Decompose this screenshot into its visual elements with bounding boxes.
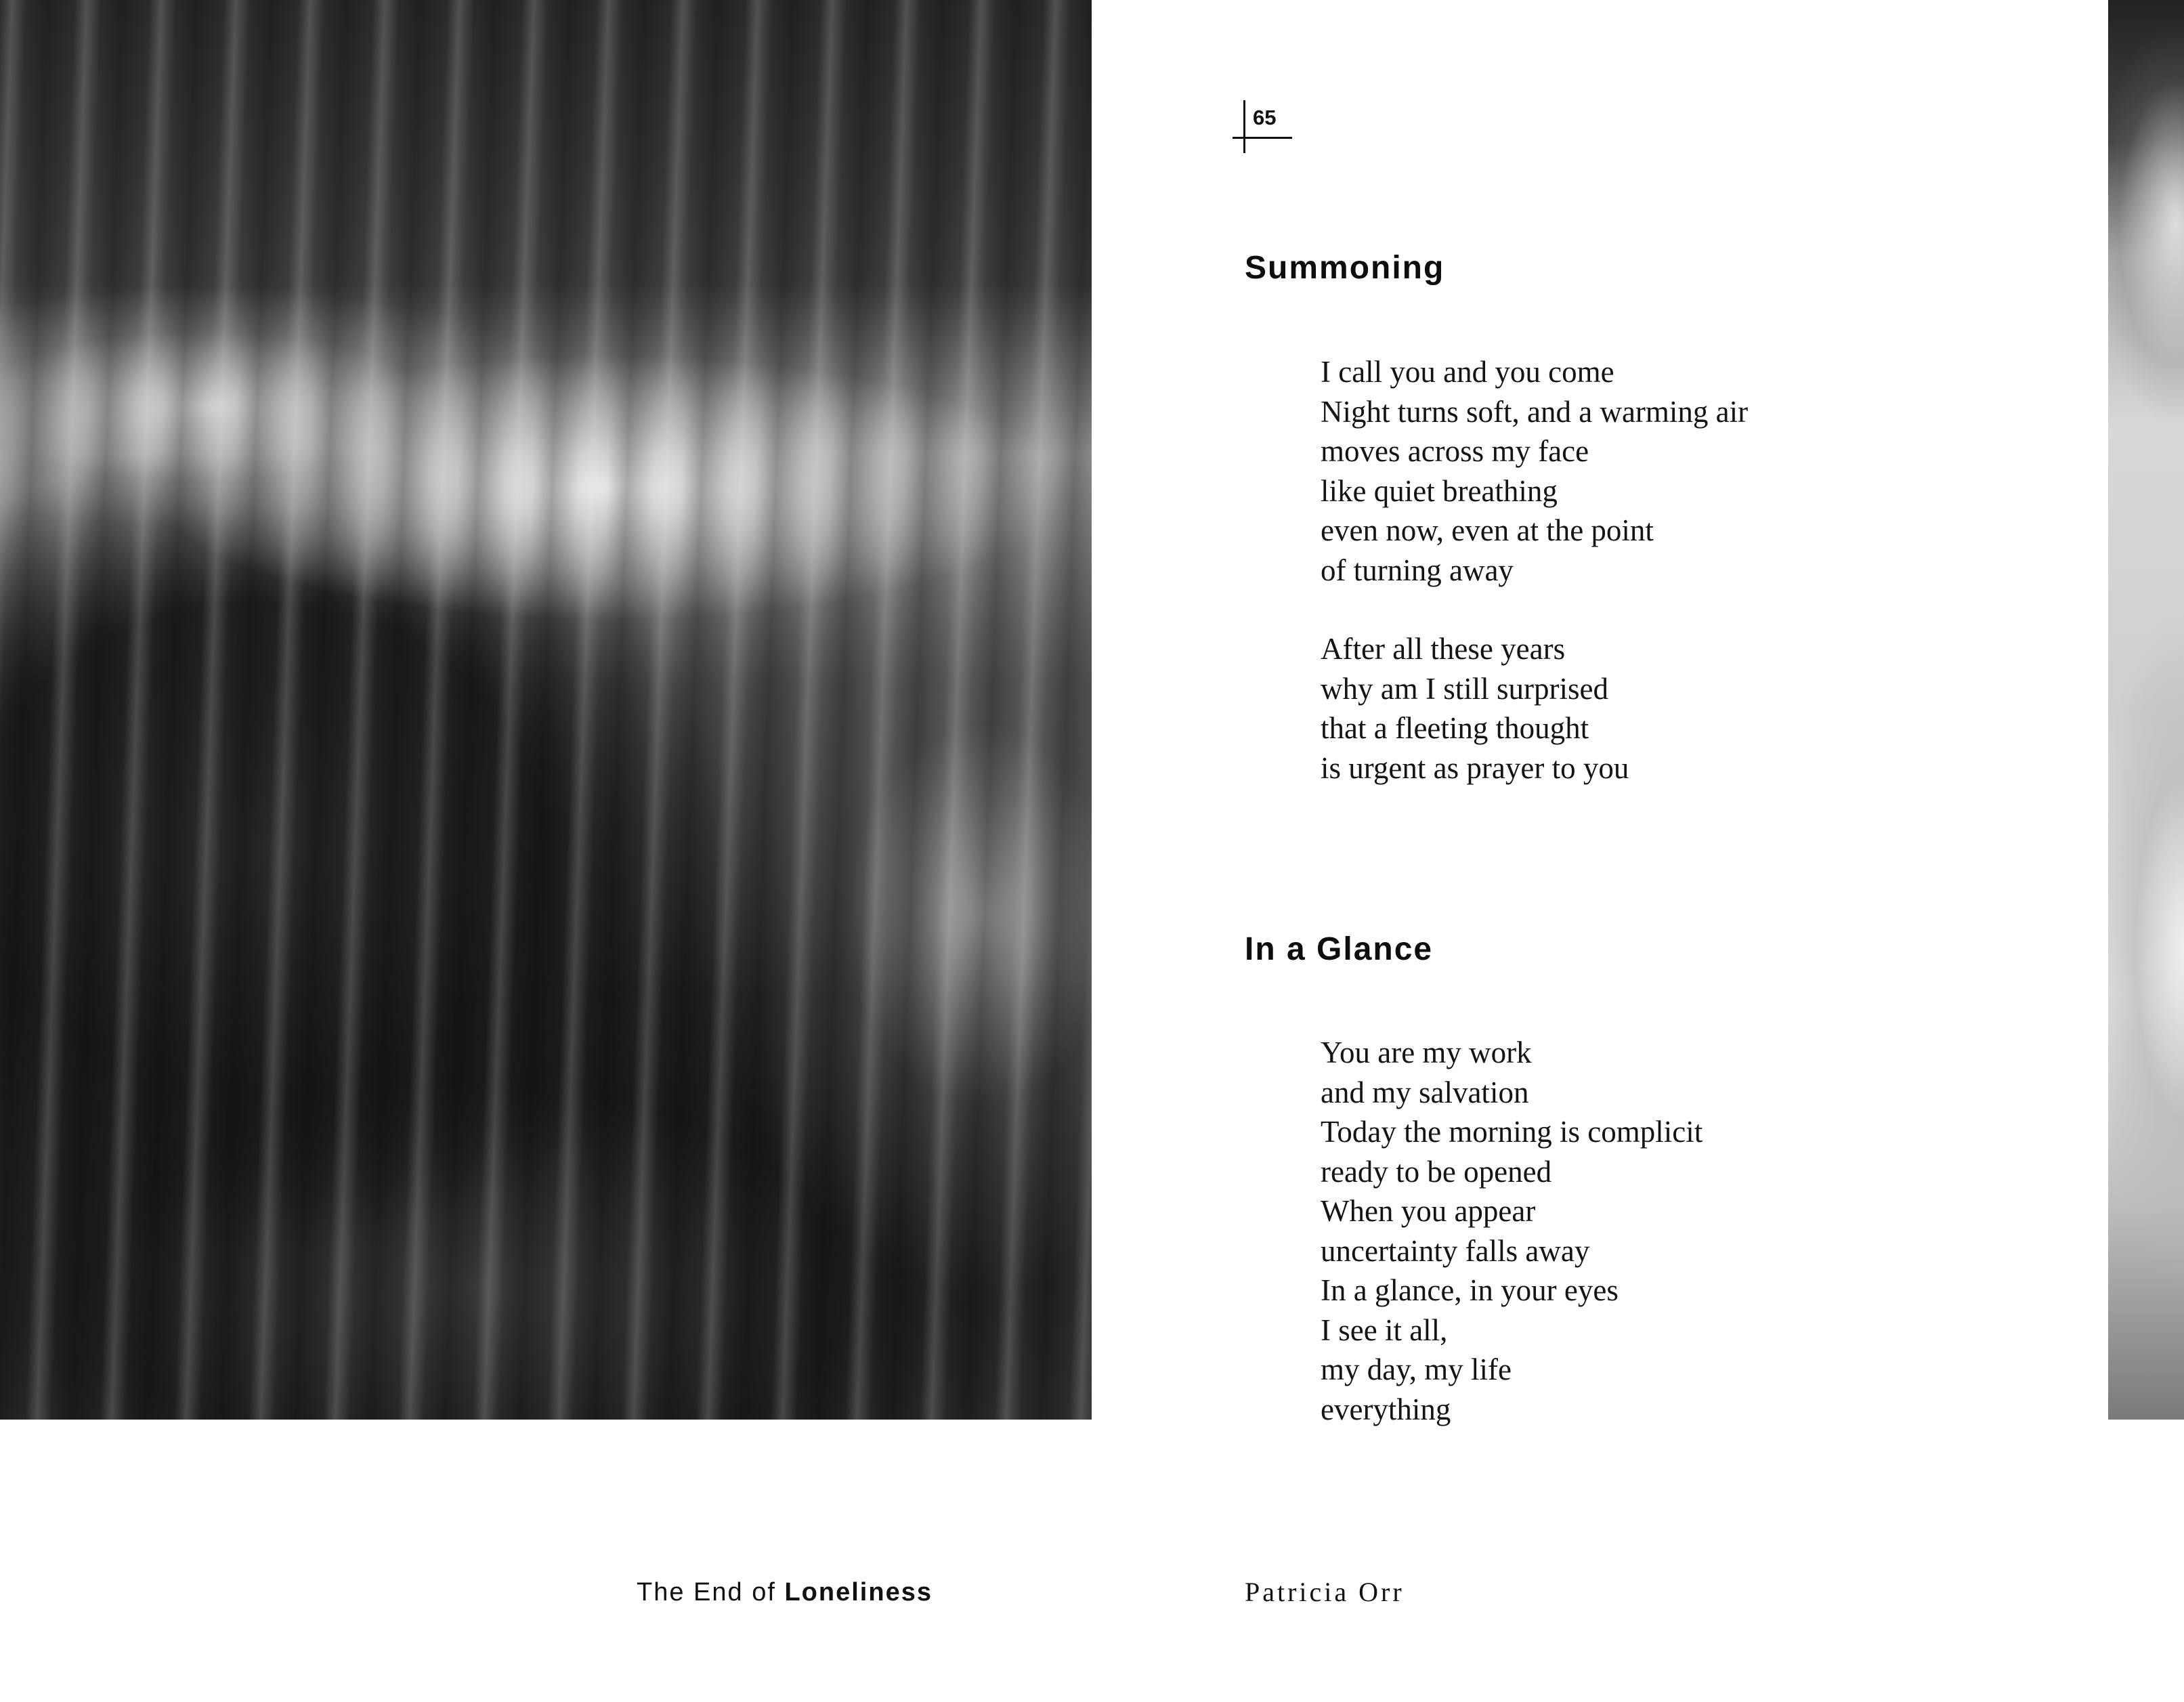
footer-author: Patricia Orr bbox=[1245, 1577, 1405, 1607]
poem-line: like quiet breathing bbox=[1321, 473, 1558, 508]
poem-line: everything bbox=[1321, 1392, 1451, 1426]
poem-line: In a glance, in your eyes bbox=[1321, 1273, 1619, 1307]
poem-stanza bbox=[1321, 629, 1629, 788]
poem-line: even now, even at the point bbox=[1321, 513, 1654, 547]
poem-line: my day, my life bbox=[1321, 1353, 1512, 1386]
book-title-prefix: The End of bbox=[637, 1578, 785, 1607]
poem-title-in-a-glance: In a Glance bbox=[1245, 931, 1434, 967]
poem-line: moves across my face bbox=[1321, 434, 1589, 468]
poem-line: I call you and you come bbox=[1321, 355, 1614, 389]
poem-line: and my salvation bbox=[1321, 1075, 1529, 1109]
poem-line: When you appear bbox=[1321, 1194, 1536, 1228]
page-mark-horizontal-rule bbox=[1233, 137, 1292, 139]
poem-line: why am I still surprised bbox=[1321, 671, 1608, 706]
poem-stanza bbox=[1321, 1033, 1703, 1429]
poem-line: Night turns soft, and a warming air bbox=[1321, 394, 1749, 429]
page-number-mark bbox=[1233, 100, 1293, 154]
poem-line: After all these years bbox=[1321, 632, 1566, 666]
poem-line: Today the morning is complicit bbox=[1321, 1115, 1703, 1149]
footer-book-title bbox=[637, 1577, 933, 1608]
poem-line: ready to be opened bbox=[1321, 1154, 1552, 1189]
poem-line: You are my work bbox=[1321, 1036, 1532, 1069]
poem-line: that a fleeting thought bbox=[1321, 711, 1589, 745]
page-mark-vertical-rule bbox=[1243, 100, 1245, 153]
poem-line: is urgent as prayer to you bbox=[1321, 750, 1629, 785]
poem-line: of turning away bbox=[1321, 553, 1514, 587]
waterfall-photo-right-edge bbox=[2108, 0, 2184, 1420]
waterfall-photo-left bbox=[0, 0, 1092, 1420]
book-title-emphasis: Loneliness bbox=[784, 1578, 933, 1607]
page-number: 65 bbox=[1253, 106, 1277, 129]
poem-line: uncertainty falls away bbox=[1321, 1233, 1590, 1268]
poem-title-summoning: Summoning bbox=[1245, 250, 1445, 286]
poem-stanza bbox=[1321, 352, 1748, 590]
poem-line: I see it all, bbox=[1321, 1313, 1448, 1347]
